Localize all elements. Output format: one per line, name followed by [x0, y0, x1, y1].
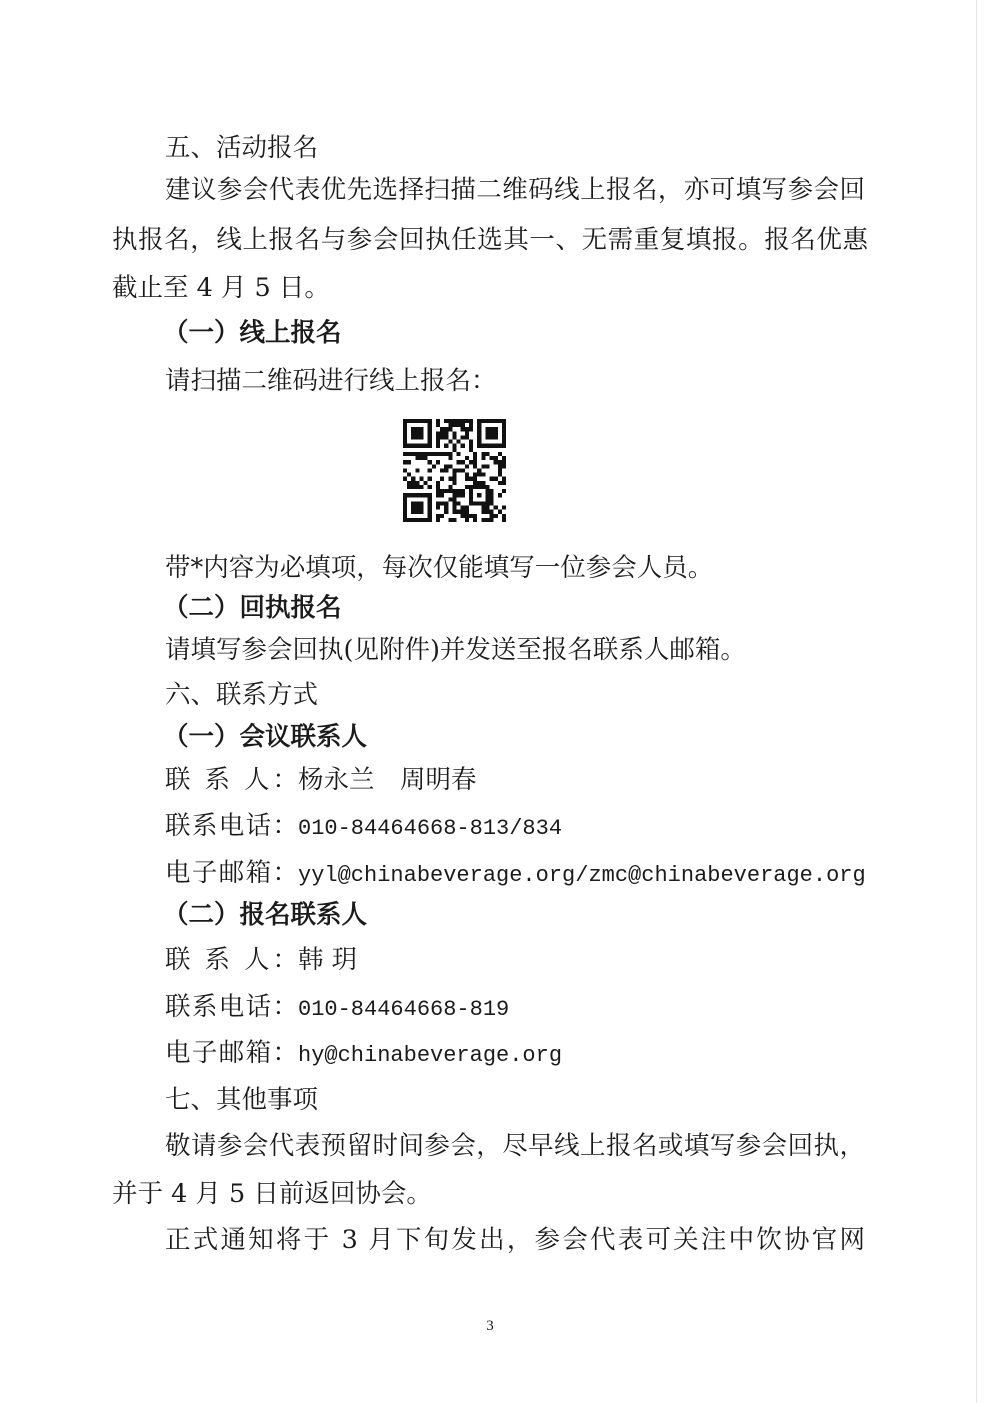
online-instruction: 请扫描二维码进行线上报名： [165, 366, 497, 396]
page-number: 3 [486, 1318, 494, 1334]
paragraph-line: 敬请参会代表预留时间参会，尽早线上报名或填写参会回执， [165, 1131, 865, 1161]
paragraph-line: 截止至 4 月 5 日。 [112, 273, 330, 303]
contact-person-value: 韩 玥 [298, 945, 358, 975]
contact-email-value: yyl@chinabeverage.org/zmc@chinabeverage.org [298, 863, 866, 888]
required-fields-note: 带*内容为必填项，每次仅能填写一位参会人员。 [165, 553, 714, 583]
paragraph-line: 建议参会代表优先选择扫描二维码线上报名，亦可填写参会回 [165, 175, 865, 205]
contact-phone-label: 联系电话： [165, 811, 298, 841]
contact-email-label: 电子邮箱： [165, 1038, 298, 1068]
contact-person-value: 杨永兰 周明春 [298, 765, 477, 795]
meeting-contact-person-row [165, 765, 477, 795]
contact-phone-value: 010-84464668-813/834 [298, 816, 563, 841]
qr-code-image [403, 419, 506, 522]
contact-phone-label: 联系电话： [165, 992, 298, 1022]
receipt-instruction: 请填写参会回执(见附件)并发送至报名联系人邮箱。 [165, 635, 746, 665]
registration-contact-person-row [165, 945, 357, 975]
contact-person-label: 联 系 人： [165, 945, 298, 975]
subheading-registration-contact: （二）报名联系人 [163, 900, 368, 930]
meeting-contact-phone-row [165, 811, 562, 844]
section-heading-contact: 六、联系方式 [165, 680, 319, 710]
registration-contact-email-row [165, 1038, 562, 1071]
registration-contact-phone-row [165, 992, 509, 1025]
subheading-meeting-contact: （一）会议联系人 [163, 722, 368, 752]
contact-email-label: 电子邮箱： [165, 858, 298, 888]
subheading-online-registration: （一）线上报名 [163, 318, 342, 348]
contact-person-label: 联 系 人： [165, 765, 298, 795]
paragraph-line: 执报名，线上报名与参会回执任选其一、无需重复填报。报名优惠 [112, 225, 868, 255]
section-heading-other-matters: 七、其他事项 [165, 1085, 319, 1115]
meeting-contact-email-row [165, 858, 866, 891]
contact-email-value: hy@chinabeverage.org [298, 1043, 563, 1068]
paragraph-line: 正式通知将于 3 月下旬发出，参会代表可关注中饮协官网 [165, 1225, 865, 1255]
section-heading-registration: 五、活动报名 [165, 133, 319, 163]
contact-phone-value: 010-84464668-819 [298, 997, 510, 1022]
paragraph-line: 并于 4 月 5 日前返回协会。 [112, 1179, 432, 1209]
subheading-receipt-registration: （二）回执报名 [163, 593, 342, 623]
scan-edge-line [976, 0, 977, 1403]
